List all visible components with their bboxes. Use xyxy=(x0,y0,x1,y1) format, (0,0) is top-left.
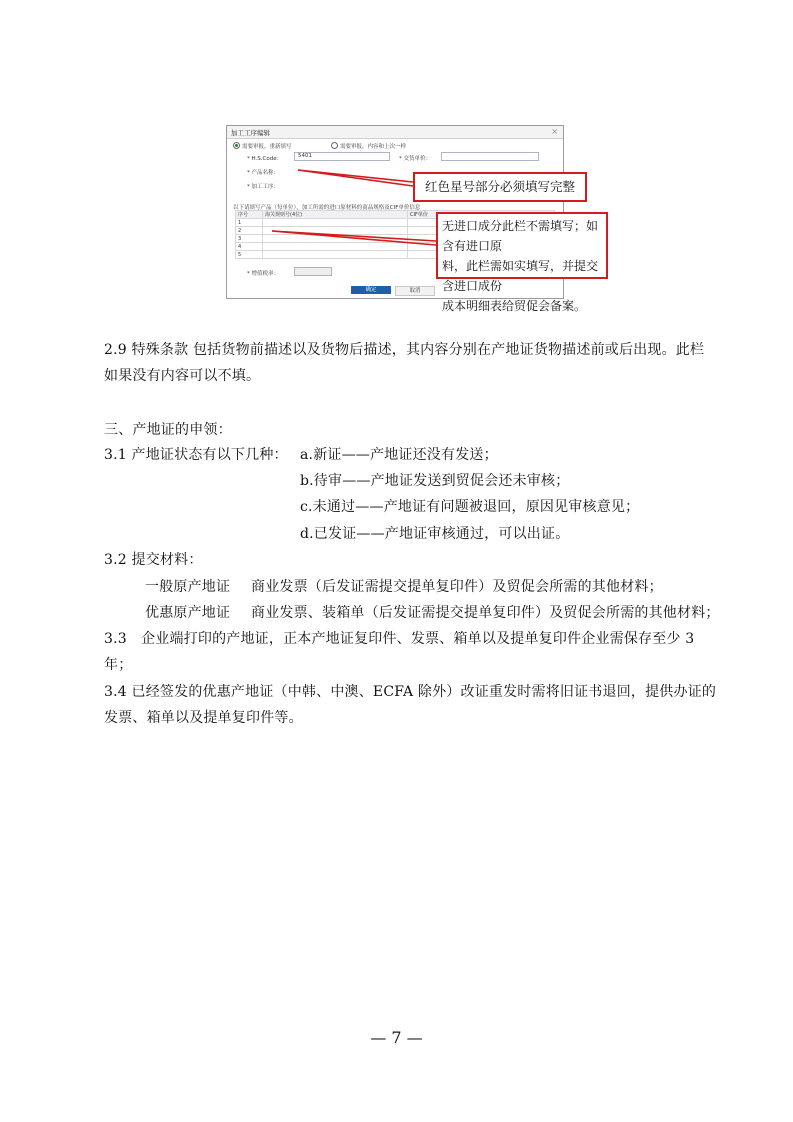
row-index: 4 xyxy=(236,243,263,251)
product-name-label: * 产品名称： xyxy=(247,170,279,176)
callout-import-line1: 无进口成分此栏不需填写；如含有进口原 xyxy=(442,219,599,253)
general-label: 一般原产地证 xyxy=(145,579,231,595)
dialog-title: 加工工序编辑 xyxy=(231,129,270,137)
ok-button: 确定 xyxy=(351,286,391,294)
section3-heading: 三、产地证的申领： xyxy=(104,422,232,438)
tax-label: * 增值税率： xyxy=(247,271,279,277)
arrow-import xyxy=(272,231,436,245)
price-label: * 交货单价： xyxy=(399,156,431,162)
p29-line1: 2.9 特殊条款 包括货物前描述以及货物后描述，其内容分别在产地证货物描述前或后出现。此栏 xyxy=(104,342,705,358)
callout-arrows xyxy=(0,0,793,320)
status-item-d: d.已发证——产地证审核通过，可以出证。 xyxy=(300,526,570,542)
callout-required-text: 红色星号部分必须填写完整 xyxy=(424,179,575,194)
close-icon: × xyxy=(551,127,558,136)
radio-same-label: 需要审报，内容和上次一样 xyxy=(340,144,407,150)
p33-line1: 3.3 企业端打印的产地证，正本产地证复印件、发票、箱单以及提单复印件企业需保存至少 3 xyxy=(104,631,695,647)
pref-label: 优惠原产地证 xyxy=(145,605,231,621)
col-header-index: 序号 xyxy=(236,211,263,219)
hs-code-label: * H.S.Code： xyxy=(247,156,283,162)
callout-required xyxy=(413,172,587,202)
cancel-button: 取消 xyxy=(395,286,435,296)
row-index: 2 xyxy=(236,227,263,235)
status-item-b: b.待审——产地证发送到贸促会还未审核； xyxy=(300,473,570,489)
p32: 3.2 提交材料： xyxy=(104,552,203,568)
col-header-code: 海关规则号(4位) xyxy=(263,211,408,219)
status-item-c: c.未通过——产地证有问题被退回，原因见审核意见； xyxy=(300,499,640,515)
row-index: 3 xyxy=(236,235,263,243)
page-number: — 7 — xyxy=(370,1028,423,1047)
callout-import-line3: 成本明细表给贸促会备案。 xyxy=(442,299,587,313)
col-header-cif: CIF单价 xyxy=(408,211,555,219)
process-label: * 加工工序： xyxy=(247,184,279,190)
general-text: 商业发票（后发证需提交提单复印件）及贸促会所需的其他材料； xyxy=(251,579,663,595)
p29-line2: 如果没有内容可以不填。 xyxy=(104,368,261,384)
row-index: 5 xyxy=(236,251,263,259)
p34-line1: 3.4 已经签发的优惠产地证（中韩、中澳、ECFA 除外）改证重发时需将旧证书退回，提供办证的 xyxy=(104,684,717,700)
pref-text: 商业发票、装箱单（后发证需提交提单复印件）及贸促会所需的其他材料； xyxy=(251,605,720,621)
callout-import-note xyxy=(436,212,608,313)
hs-code-value: 5401 xyxy=(298,153,312,159)
table-instruction: 以下请填写产品（每单位），加工所需的进口原材料的商品规格及CIF单价信息 xyxy=(233,205,421,211)
callout-import-line2: 料，此栏需如实填写，并提交含进口成份 xyxy=(442,259,599,293)
p34-line2: 发票、箱单以及提单复印件等。 xyxy=(104,710,303,726)
status-item-a: a.新证——产地证还没有发送； xyxy=(300,447,498,463)
p31-lead: 3.1 产地证状态有以下几种： xyxy=(104,447,288,463)
radio-refill-label: 需要审报，重新填写 xyxy=(242,144,292,150)
row-index: 1 xyxy=(236,219,263,227)
p33-line2: 年； xyxy=(104,657,133,673)
arrow-required xyxy=(298,170,413,186)
